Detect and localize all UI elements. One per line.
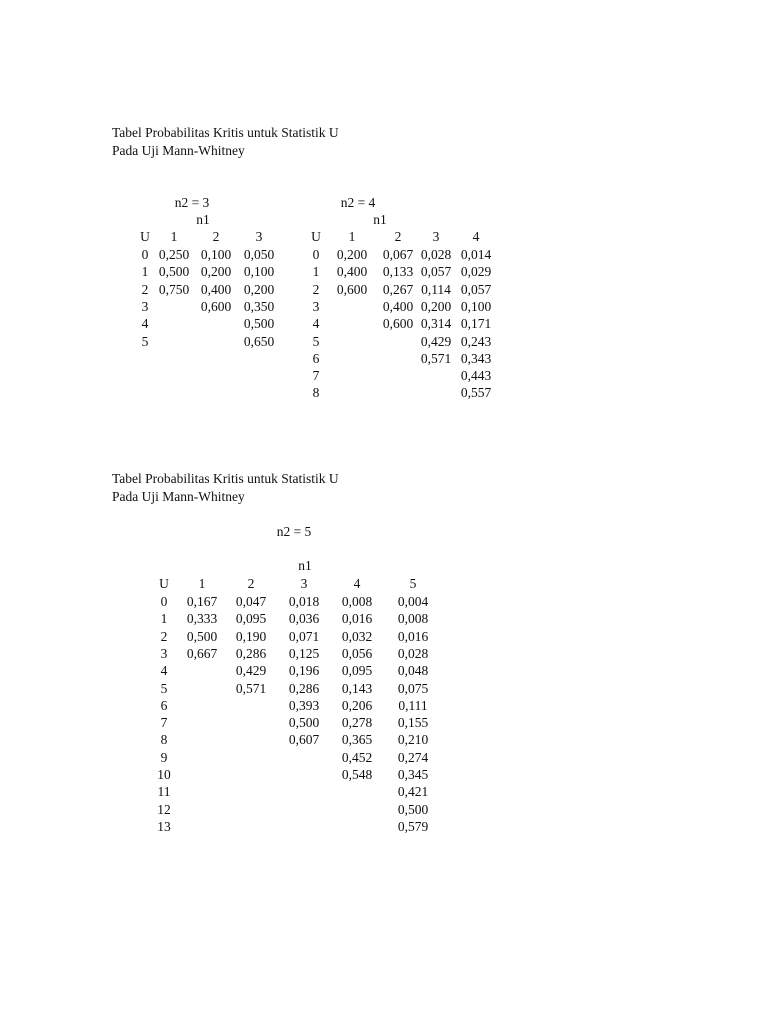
table-b-row-u-value: 6 — [312, 350, 320, 366]
table-b-cell: 0,600 — [336, 281, 368, 297]
table-a-cell: 0,750 — [158, 281, 190, 297]
table-c-cell: 0,206 — [341, 697, 373, 713]
table-b-cell: 0,028 — [420, 247, 452, 262]
table-a-row-u-value: 3 — [141, 298, 149, 314]
table-a-cell: 0,600 — [200, 298, 232, 314]
table-b-n1-label: n1 — [373, 212, 387, 227]
table-b-cell: 0,133 — [382, 264, 414, 280]
table-c-header-n1-4: 4 — [353, 576, 361, 591]
table-c-header-n1-2: 2 — [247, 576, 255, 591]
table-c-cell: 0,210 — [397, 732, 429, 748]
table-b-cell: 0,057 — [460, 281, 492, 297]
table-c-cell: 0,016 — [397, 628, 429, 644]
table-a-cell: 0,400 — [200, 281, 232, 297]
table-b-cell: 0,100 — [460, 298, 492, 314]
table-c-row-u-value: 10 — [157, 767, 171, 782]
table-b-cell: 0,200 — [336, 247, 368, 262]
table-c-cell: 0,365 — [341, 732, 373, 748]
table-c-cell: 0,125 — [288, 645, 320, 661]
section1-subtitle: Pada Uji Mann-Whitney — [112, 143, 245, 158]
table-b-cell: 0,243 — [460, 333, 492, 349]
table-c-cell: 0,071 — [288, 628, 320, 644]
table-b-cell: 0,029 — [460, 264, 492, 280]
table-b-cell: 0,600 — [382, 316, 414, 332]
table-c-row-u-value: 13 — [157, 818, 171, 834]
table-c-cell: 0,607 — [288, 732, 320, 748]
table-c-header-n1-3: 3 — [300, 576, 308, 591]
table-c-cell: 0,167 — [186, 594, 218, 609]
table-c-header-u: U — [159, 576, 169, 591]
table-b-row-u-value: 4 — [312, 316, 320, 332]
table-a-row-u-value: 5 — [141, 333, 149, 349]
table-b-n2-label: n2 = 4 — [340, 195, 376, 210]
table-a-row-u-value: 0 — [141, 247, 149, 262]
table-c-row-u-value: 12 — [157, 801, 171, 817]
table-a-cell: 0,100 — [243, 264, 275, 280]
table-c-cell: 0,032 — [341, 628, 373, 644]
table-c-cell: 0,333 — [186, 611, 218, 627]
table-a-row-u-value: 4 — [141, 316, 149, 332]
table-b-cell: 0,343 — [460, 350, 492, 366]
table-c-row-u-value: 8 — [160, 732, 168, 748]
table-c-cell: 0,421 — [397, 784, 429, 800]
table-c-cell: 0,452 — [341, 749, 373, 765]
table-c-cell: 0,036 — [288, 611, 320, 627]
table-c-cell: 0,667 — [186, 645, 218, 661]
table-b-cell: 0,067 — [382, 247, 414, 262]
table-c-header-n1-5: 5 — [409, 576, 417, 591]
table-b-header-n1-1: 1 — [348, 229, 356, 244]
table-b-cell: 0,114 — [421, 281, 451, 297]
table-b-row-u-value: 0 — [312, 247, 320, 262]
table-c-cell: 0,018 — [288, 594, 320, 609]
table-a-row-u-value: 2 — [141, 281, 149, 297]
table-b-cell: 0,571 — [420, 350, 452, 366]
table-c-row-u-value: 6 — [160, 697, 168, 713]
section2-subtitle: Pada Uji Mann-Whitney — [112, 489, 245, 504]
table-c-cell: 0,274 — [397, 749, 429, 765]
table-b-header-u: U — [311, 229, 321, 244]
table-c-cell: 0,056 — [341, 645, 373, 661]
table-c-cell: 0,571 — [235, 680, 267, 696]
table-a-cell: 0,200 — [200, 264, 232, 280]
table-a-n2-label: n2 = 3 — [174, 195, 210, 210]
table-c-cell: 0,008 — [341, 594, 373, 609]
table-c-cell: 0,579 — [397, 818, 429, 834]
table-c-cell: 0,429 — [235, 663, 267, 679]
table-b-row-u-value: 8 — [312, 385, 320, 401]
table-a-cell: 0,500 — [243, 316, 275, 332]
table-c-cell: 0,190 — [235, 628, 267, 644]
table-c-cell: 0,196 — [288, 663, 320, 679]
table-c-cell: 0,286 — [235, 645, 267, 661]
table-b-cell: 0,429 — [420, 333, 452, 349]
section1-title: Tabel Probabilitas Kritis untuk Statistik U — [112, 125, 339, 140]
table-a-header-n1-1: 1 — [170, 229, 178, 244]
table-b-cell: 0,171 — [460, 316, 492, 332]
table-a-cell: 0,250 — [158, 247, 190, 262]
table-c-row-u-value: 2 — [160, 628, 168, 644]
table-c-cell: 0,500 — [397, 801, 429, 817]
table-c-cell: 0,393 — [288, 697, 320, 713]
table-a-row-u-value: 1 — [141, 264, 149, 280]
section2-title: Tabel Probabilitas Kritis untuk Statistik U — [112, 471, 339, 486]
table-c-row-u-value: 9 — [160, 749, 168, 765]
table-a-header-n1-2: 2 — [212, 229, 220, 244]
table-a-header-n1-3: 3 — [255, 229, 263, 244]
table-b-cell: 0,057 — [420, 264, 452, 280]
table-b-cell: 0,443 — [460, 368, 492, 384]
table-c-n2-label: n2 = 5 — [276, 524, 312, 539]
table-c-row-u-value: 11 — [157, 784, 171, 800]
table-c-cell: 0,345 — [397, 767, 429, 782]
table-a-n1-label: n1 — [196, 212, 210, 227]
table-b-cell: 0,014 — [460, 247, 492, 262]
table-c-cell: 0,286 — [288, 680, 320, 696]
table-a-cell: 0,100 — [200, 247, 232, 262]
table-c-row-u-value: 4 — [160, 663, 168, 679]
table-c-row-u-value: 1 — [160, 611, 168, 627]
table-c-row-u-value: 5 — [160, 680, 168, 696]
table-c-row-u-value: 0 — [160, 594, 168, 609]
table-b-row-u-value: 3 — [312, 298, 320, 314]
table-b-cell: 0,200 — [420, 298, 452, 314]
table-b-row-u-value: 5 — [312, 333, 320, 349]
table-c-n1-label: n1 — [298, 558, 312, 573]
table-c-cell: 0,155 — [397, 715, 429, 731]
table-c-cell: 0,075 — [397, 680, 429, 696]
table-a-header-u: U — [140, 229, 150, 244]
table-b-row-u-value: 2 — [312, 281, 320, 297]
table-c-cell: 0,008 — [397, 611, 429, 627]
table-c-row-u-value: 3 — [160, 645, 168, 661]
table-c-cell: 0,500 — [288, 715, 320, 731]
table-c-header-n1-1: 1 — [198, 576, 206, 591]
table-c-cell: 0,500 — [186, 628, 218, 644]
table-b-cell: 0,267 — [382, 281, 414, 297]
table-c-row-u-value: 7 — [160, 715, 168, 731]
table-b-cell: 0,314 — [420, 316, 452, 332]
table-b-header-n1-3: 3 — [432, 229, 440, 244]
table-c-cell: 0,095 — [341, 663, 373, 679]
table-c-cell: 0,278 — [341, 715, 373, 731]
table-b-cell: 0,400 — [382, 298, 414, 314]
table-c-cell: 0,111 — [398, 697, 428, 713]
table-b-cell: 0,400 — [336, 264, 368, 280]
table-b-row-u-value: 1 — [312, 264, 320, 280]
table-b-header-n1-2: 2 — [394, 229, 402, 244]
table-c-cell: 0,095 — [235, 611, 267, 627]
table-c-cell: 0,548 — [341, 767, 373, 782]
table-a-cell: 0,200 — [243, 281, 275, 297]
table-a-cell: 0,500 — [158, 264, 190, 280]
table-c-cell: 0,047 — [235, 594, 267, 609]
table-c-cell: 0,028 — [397, 645, 429, 661]
table-a-cell: 0,650 — [243, 333, 275, 349]
table-c-cell: 0,048 — [397, 663, 429, 679]
table-b-header-n1-4: 4 — [472, 229, 480, 244]
table-b-cell: 0,557 — [460, 385, 492, 401]
table-c-cell: 0,004 — [397, 594, 429, 609]
table-a-cell: 0,350 — [243, 298, 275, 314]
table-c-cell: 0,016 — [341, 611, 373, 627]
table-b-row-u-value: 7 — [312, 368, 320, 384]
table-a-cell: 0,050 — [243, 247, 275, 262]
table-c-cell: 0,143 — [341, 680, 373, 696]
